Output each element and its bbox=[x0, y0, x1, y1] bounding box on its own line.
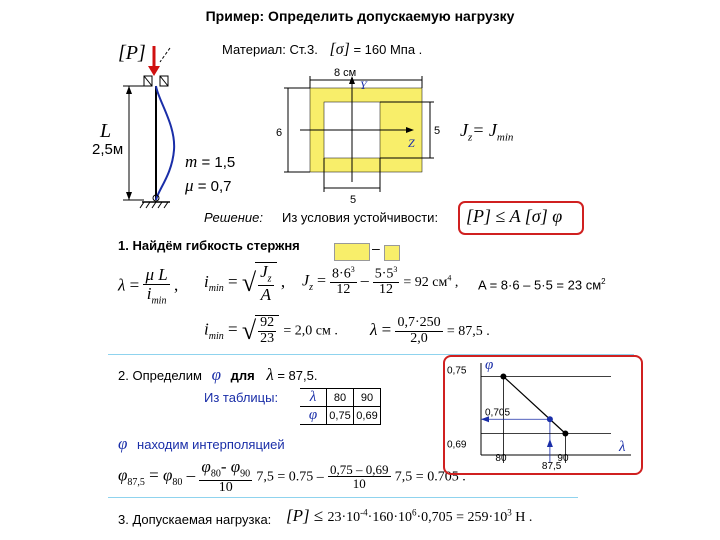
table-phi-symbol: φ bbox=[300, 407, 327, 425]
y-tick-label: 0,69 bbox=[447, 439, 467, 451]
table-cell: 90 bbox=[354, 389, 381, 407]
table-row-phi bbox=[300, 407, 381, 425]
inner-rect-icon bbox=[384, 245, 400, 261]
imin-value-formula: $i_{min}$ = √ $\frac{92}{23}$ = 2,0 см . bbox=[204, 315, 338, 346]
step1-heading: 1. Найдём гибкость стержня bbox=[118, 238, 300, 253]
interpolation-heading: φ находим интерполяцией bbox=[118, 434, 285, 453]
arrow-up-icon bbox=[547, 439, 553, 447]
step3-heading: 3. Допускаемая нагрузка: bbox=[118, 512, 272, 527]
section-width-label: 8 см bbox=[334, 67, 357, 79]
load-P-label: [P] bbox=[118, 42, 146, 64]
material-line: Материал: Ст.3. [σ] = 160 Мпа . bbox=[222, 41, 423, 58]
outer-rect-icon bbox=[334, 243, 370, 261]
phi-lambda-line bbox=[503, 377, 565, 434]
minus-sign: – bbox=[372, 240, 380, 256]
step2-heading: 2. Определим φ для λ = 87,5. bbox=[118, 365, 318, 384]
section-inner-height-label: 5 bbox=[434, 125, 441, 137]
phi-axis-label: φ bbox=[485, 357, 494, 373]
table-cell: 80 bbox=[327, 389, 354, 407]
x-tick-label: 80 bbox=[495, 453, 507, 464]
jz-formula: $J_z$ = $\frac{8\cdot 6^3}{12}$ – $\frac{5\cdot 5^3}{12}$ = 92 $см^4$ , bbox=[302, 265, 459, 298]
data-point bbox=[547, 416, 553, 422]
x-tick-label: 87,5 bbox=[541, 461, 562, 472]
y-tick-label: 0,705 bbox=[485, 407, 511, 419]
allowable-load-formula: $[P] \le 23\cdot 10^{-4}\cdot 160\cdot 10^6\cdot 0,705 = 259\cdot 10^3$ Н . bbox=[286, 506, 533, 525]
interpolation-graph bbox=[443, 355, 643, 477]
section-height-label: 6 bbox=[276, 127, 283, 139]
lambda-formula: λ = $\frac{\text{μ L}}{i_{min}}$ , bbox=[118, 265, 179, 307]
solution-label: Решение: bbox=[204, 210, 264, 225]
stability-formula: [P] ≤ A [σ] φ bbox=[466, 206, 563, 226]
jz-jmin-label: $J_z= J_{min}$ bbox=[460, 120, 514, 144]
length-value: 2,5м bbox=[92, 141, 124, 158]
lambda-axis-label: λ bbox=[619, 439, 626, 455]
phi-table bbox=[300, 388, 381, 425]
table-cell: 0,75 bbox=[327, 407, 354, 425]
y-axis-label: Y bbox=[360, 78, 367, 92]
length-L-label: L bbox=[100, 120, 112, 142]
table-row-lambda bbox=[300, 389, 381, 407]
lambda-value-formula: λ = $\frac{0,7\cdot 250}{2,0}$ = 87,5 . bbox=[370, 315, 490, 346]
m-label: m = 1,5 bbox=[185, 152, 236, 171]
stability-condition-label: Из условия устойчивости: bbox=[282, 210, 439, 225]
table-lambda-symbol: λ bbox=[300, 389, 327, 407]
area-formula: A = 8·6 – 5·5 = 23 $см^2$ bbox=[478, 277, 606, 293]
divider-2 bbox=[108, 497, 578, 498]
mu-label: μ = 0,7 bbox=[185, 176, 232, 195]
data-point bbox=[500, 374, 506, 380]
x-tick-label: 90 bbox=[557, 453, 569, 464]
stability-formula-box bbox=[458, 201, 584, 235]
table-cell: 0,69 bbox=[354, 407, 381, 425]
z-axis-label: Z bbox=[408, 136, 415, 150]
from-table-label: Из таблицы: bbox=[204, 390, 279, 405]
page-title: Пример: Определить допускаемую нагрузку bbox=[205, 8, 515, 24]
imin-formula: $i_{min}$ = √ $\frac{J_z}{A}$ , bbox=[204, 262, 286, 304]
interpolation-formula: $\varphi_{87,5} = \varphi_{80}$ – $\frac{\varphi_{80}- \varphi_{90}}{10}$ 7,5 = 0.75 – $\frac{0,75 - 0,69}{10}$ 7,5 = 0.705 . bbox=[118, 457, 466, 495]
section-inner-width-label: 5 bbox=[350, 194, 357, 206]
y-tick-label: 0,75 bbox=[447, 365, 467, 377]
data-point bbox=[562, 431, 568, 437]
